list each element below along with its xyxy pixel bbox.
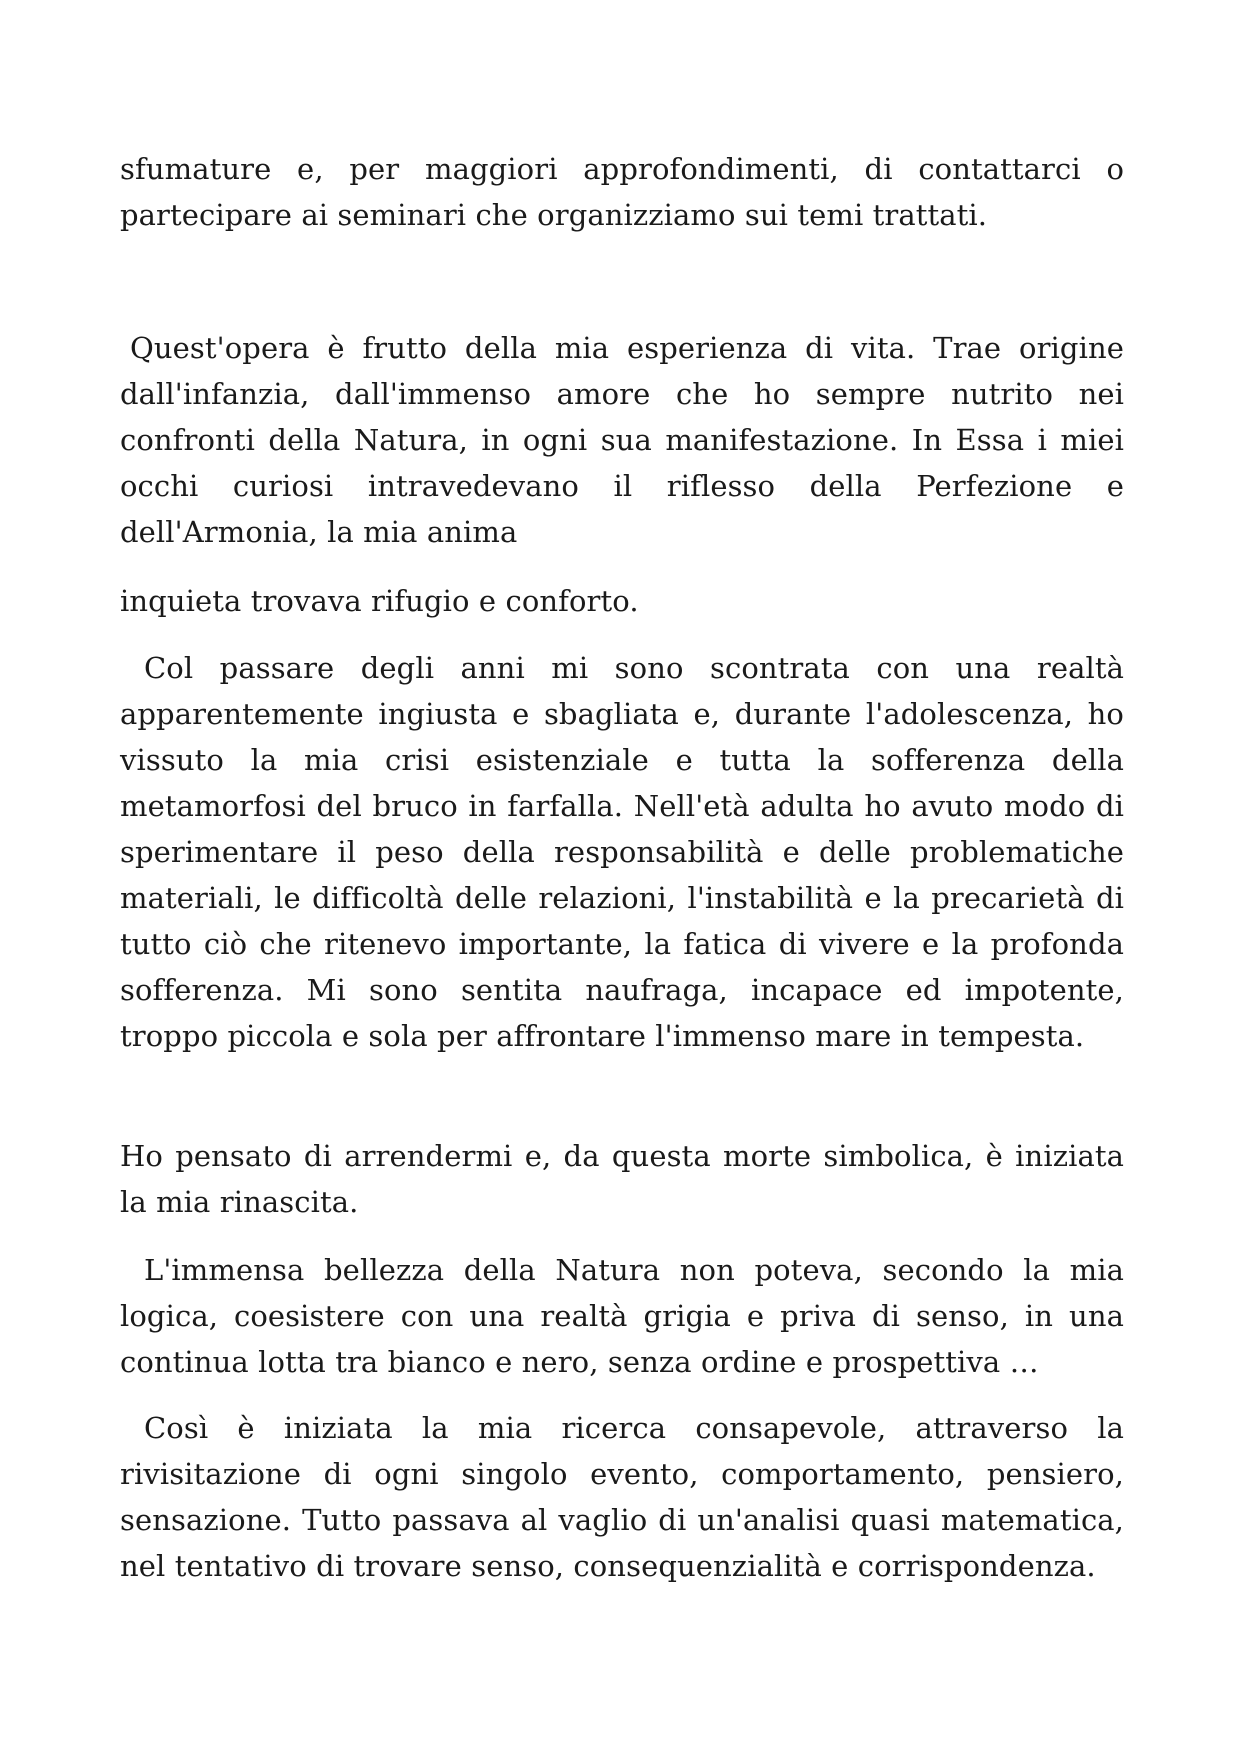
paragraph-research: Così è iniziata la mia ricerca consapevole, attraverso la rivisitazione di ogni singolo evento, comportamento, pensiero, sensazione. Tutto passava al vaglio di un'analisi quasi matematica, nel tentativo di trovare senso, consequenzialità e corrispondenza. (120, 1411, 1124, 1583)
paragraph-continuation: sfumature e, per maggiori approfondimenti, di contattarci o partecipare ai seminari che organizziamo sui temi trattati. (120, 152, 1124, 232)
paragraph-intro: Quest'opera è frutto della mia esperienza di vita. Trae origine dall'infanzia, dall'immenso amore che ho sempre nutrito nei confronti della Natura, in ogni sua manifestazione. In Essa i miei occhi curiosi intravedevano il riflesso della Perfezione e dell'Armonia, la mia anima (120, 331, 1124, 549)
paragraph-nature-beauty: L'immensa bellezza della Natura non poteva, secondo la mia logica, coesistere con una realtà grigia e priva di senso, in una continua lotta tra bianco e nero, senza ordine e prospettiva … (120, 1253, 1124, 1379)
paragraph-growing-up: Col passare degli anni mi sono scontrata con una realtà apparentemente ingiusta e sbagliata e, durante l'adolescenza, ho vissuto la mia crisi esistenziale e tutta la sofferenza della metamorfosi del bruco in farfalla. Nell'età adulta ho avuto modo di sperimentare il peso della responsabilità e delle problematiche materiali, le difficoltà delle relazioni, l'instabilità e la precarietà di tutto ciò che ritenevo importante, la fatica di vivere e la profonda sofferenza. Mi sono sentita naufraga, incapace ed impotente, troppo piccola e sola per affrontare l'immenso mare in tempesta. (120, 651, 1124, 1053)
paragraph-refuge: inquieta trovava rifugio e conforto. (120, 584, 639, 618)
paragraph-rebirth: Ho pensato di arrendermi e, da questa morte simbolica, è iniziata la mia rinascita. (120, 1139, 1124, 1219)
